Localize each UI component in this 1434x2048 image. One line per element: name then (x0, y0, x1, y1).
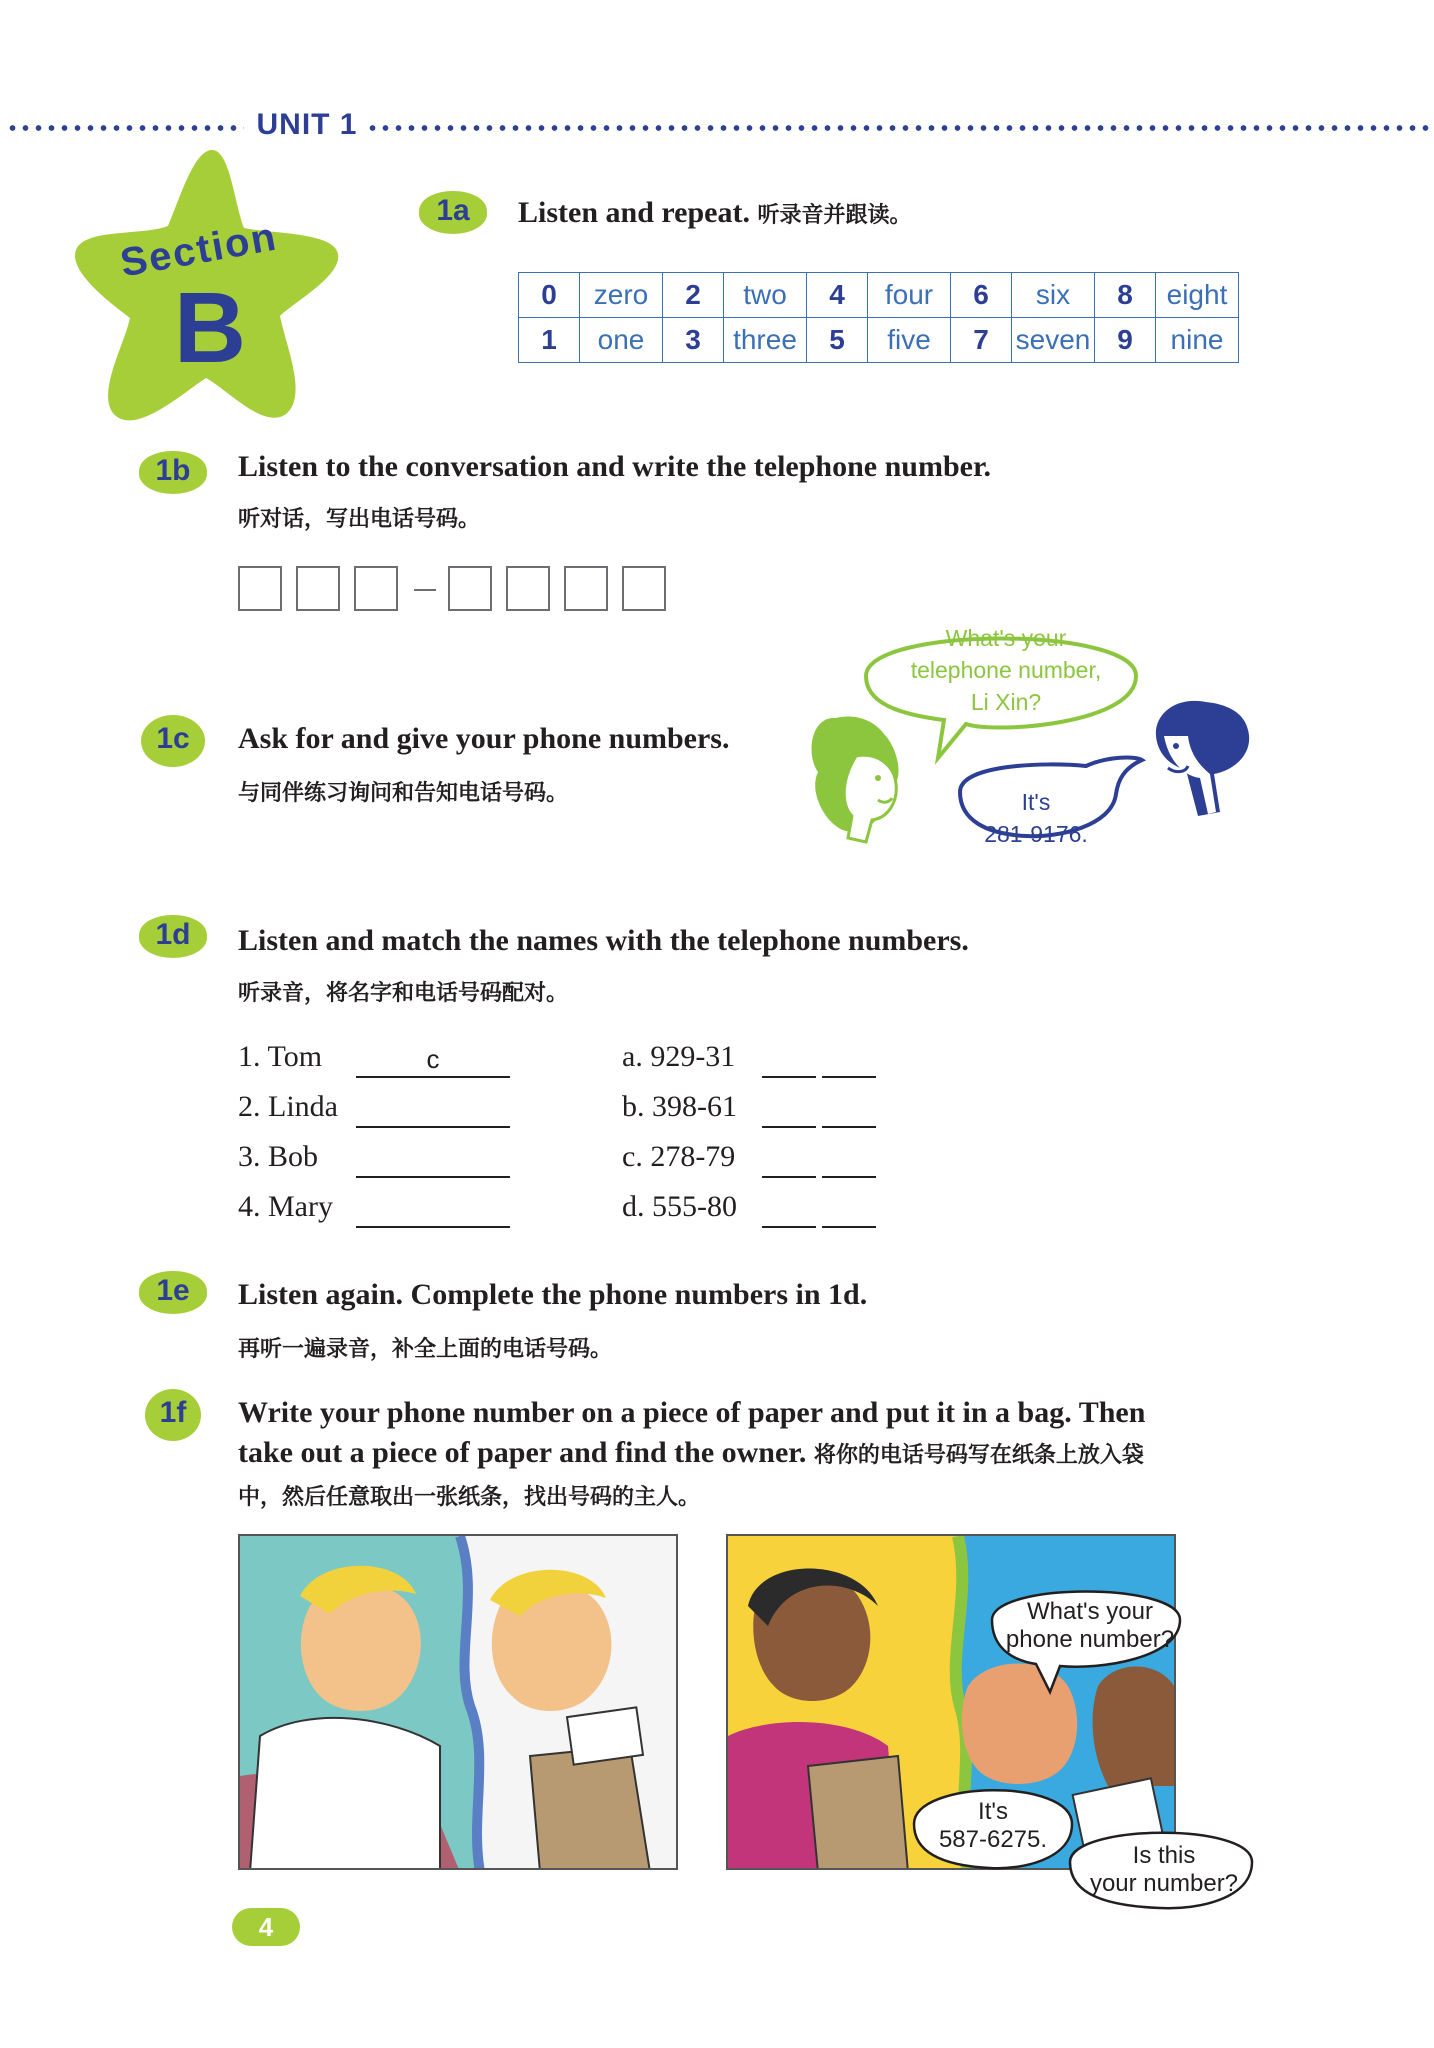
comic-panel-left (238, 1534, 678, 1870)
instruction-1f-cn: 中，然后任意取出一张纸条，找出号码的主人。 (238, 1484, 701, 1510)
word-cell: six (1012, 273, 1095, 318)
instruction-1f-line1: Write your phone number on a piece of paper and put it in a bag. Then (238, 1396, 1146, 1429)
word-cell: three (724, 318, 807, 363)
instruction-1b: Listen to the conversation and write the telephone number. (238, 450, 992, 483)
digit-cell: 4 (807, 273, 868, 318)
phone-digit-box[interactable] (448, 566, 492, 611)
match-name: 4. Mary (238, 1190, 333, 1223)
digit-blank[interactable] (822, 1176, 876, 1178)
digit-cell: 5 (807, 318, 868, 363)
match-name: 1. Tom (238, 1040, 323, 1073)
unit-label: UNIT 1 (256, 108, 358, 141)
boy-icon (1156, 701, 1249, 816)
girl-icon (812, 717, 899, 842)
digit-cell: 1 (519, 318, 580, 363)
instruction-1e-cn: 再听一遍录音，补全上面的电话号码。 (238, 1336, 613, 1362)
comic-answer-text: It's 587-6275. (938, 1798, 1048, 1853)
phone-dash (414, 589, 436, 591)
answer-line[interactable] (356, 1226, 510, 1228)
answer-bubble-text: It's 281-9176. (984, 789, 1088, 847)
word-cell: zero (580, 273, 663, 318)
answer-line[interactable] (356, 1176, 510, 1178)
match-number: d. 555-80 (622, 1190, 737, 1223)
instruction-1d-cn: 听录音，将名字和电话号码配对。 (238, 980, 569, 1006)
activity-badge-1c: 1c (132, 710, 214, 772)
digit-blank[interactable] (822, 1076, 876, 1078)
comic-question-text: What's your phone number? (1005, 1598, 1175, 1653)
word-cell: nine (1156, 318, 1239, 363)
digit-cell: 9 (1095, 318, 1156, 363)
word-cell: seven (1012, 318, 1095, 363)
question-bubble-text: What's your telephone number, Li Xin? (910, 625, 1102, 715)
digit-blank[interactable] (762, 1076, 816, 1078)
digit-cell: 7 (951, 318, 1012, 363)
students-writing-illustration (240, 1536, 678, 1870)
digit-blank[interactable] (822, 1126, 876, 1128)
word-cell: four (868, 273, 951, 318)
activity-badge-1e: 1e (132, 1256, 214, 1318)
digit-blank[interactable] (762, 1226, 816, 1228)
match-answer[interactable]: c (426, 1044, 440, 1074)
phone-digit-box[interactable] (354, 566, 398, 611)
match-number: b. 398-61 (622, 1090, 737, 1123)
digit-cell: 0 (519, 273, 580, 318)
instruction-1a: Listen and repeat. 听录音并跟读。 (518, 196, 912, 229)
word-cell: two (724, 273, 807, 318)
phone-digit-box[interactable] (564, 566, 608, 611)
match-number: a. 929-31 (622, 1040, 736, 1073)
digit-cell: 3 (663, 318, 724, 363)
activity-badge-1f: 1f (132, 1384, 214, 1446)
number-table-row (519, 273, 1239, 318)
digit-blank[interactable] (762, 1176, 816, 1178)
instruction-1e: Listen again. Complete the phone numbers in 1d. (238, 1278, 868, 1311)
instruction-1c: Ask for and give your phone numbers. (238, 722, 730, 755)
answer-line[interactable] (356, 1076, 510, 1078)
answer-line[interactable] (356, 1126, 510, 1128)
header-dots-left (6, 124, 244, 132)
page-number: 4 (232, 1908, 300, 1946)
activity-badge-1b: 1b (132, 436, 214, 498)
number-table (518, 272, 1239, 363)
word-cell: eight (1156, 273, 1239, 318)
number-table-row (519, 318, 1239, 363)
phone-digit-box[interactable] (296, 566, 340, 611)
instruction-1f-line2: take out a piece of paper and find the owner. 将你的电话号码写在纸条上放入袋 (238, 1436, 1144, 1469)
activity-badge-1a: 1a (412, 176, 494, 238)
match-name: 2. Linda (238, 1090, 338, 1123)
digit-cell: 6 (951, 273, 1012, 318)
instruction-1b-cn: 听对话，写出电话号码。 (238, 506, 481, 532)
header-dots-right (366, 124, 1430, 132)
section-word: Section (117, 214, 281, 286)
instruction-1c-cn: 与同伴练习询问和告知电话号码。 (238, 780, 569, 806)
match-name: 3. Bob (238, 1140, 319, 1173)
comic-question2-text: Is this your number? (1089, 1842, 1239, 1897)
digit-cell: 8 (1095, 273, 1156, 318)
phone-digit-box[interactable] (238, 566, 282, 611)
match-number: c. 278-79 (622, 1140, 736, 1173)
phone-digit-box[interactable] (622, 566, 666, 611)
digit-cell: 2 (663, 273, 724, 318)
section-letter: B (173, 272, 247, 384)
word-cell: five (868, 318, 951, 363)
phone-digit-box[interactable] (506, 566, 550, 611)
digit-blank[interactable] (762, 1126, 816, 1128)
word-cell: one (580, 318, 663, 363)
digit-blank[interactable] (822, 1226, 876, 1228)
activity-badge-1d: 1d (132, 900, 214, 962)
instruction-1d: Listen and match the names with the telephone numbers. (238, 924, 969, 957)
